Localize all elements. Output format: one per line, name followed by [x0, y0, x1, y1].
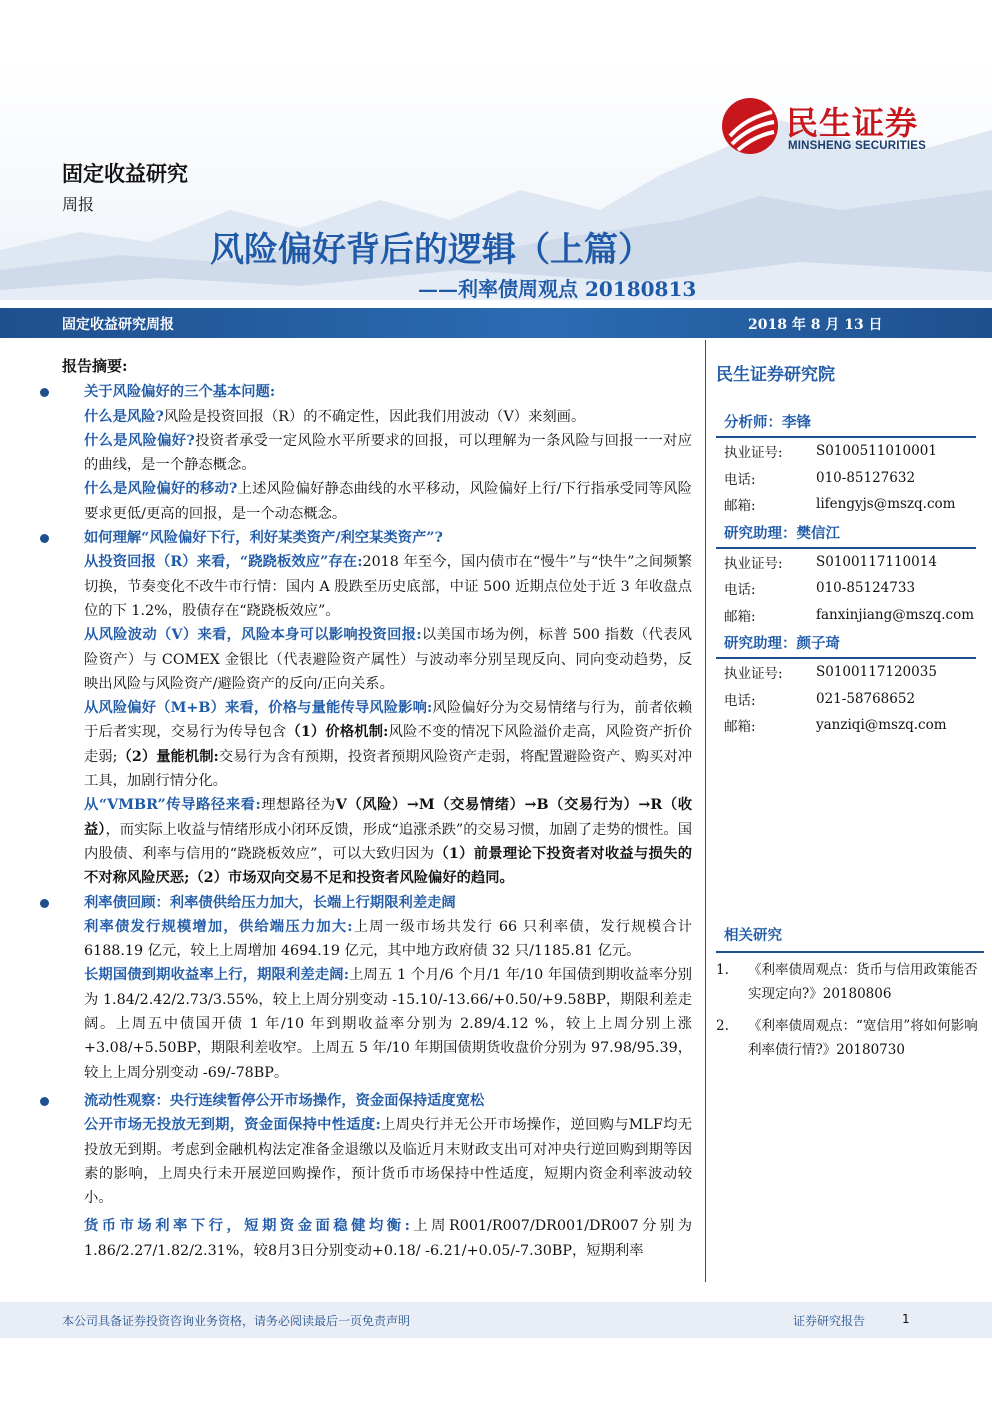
brand-name-cn: 民生证券 [786, 104, 919, 142]
paragraph [62, 1113, 692, 1210]
analyst-info-row [716, 465, 976, 492]
info-value: 010-85124733 [816, 580, 916, 597]
minsheng-logo-icon [720, 96, 780, 156]
analyst-info-row [716, 602, 976, 629]
info-value: 010-85127632 [816, 469, 916, 486]
paragraph-text: 风险偏好分为交易情绪与行为，前者依赖于后者实现，交易行为传导包含 [84, 700, 693, 741]
info-value: 021-58768652 [816, 690, 916, 707]
paragraph-lead: 长期国债到期收益率上行，期限利差走阔: [84, 967, 349, 984]
summary-heading: 报告摘要: [62, 357, 128, 375]
footer-disclaimer: 本公司具备证券投资咨询业务资格，请务必阅读最后一页免责声明 [62, 1314, 411, 1328]
related-research-item[interactable] [716, 1014, 978, 1062]
column-divider [705, 340, 706, 1282]
paragraph-lead: 什么是风险? [84, 408, 164, 425]
paragraph-lead: 货币市场利率下行，短期资金面稳健均衡: [84, 1218, 410, 1235]
paragraph-text: 上周五 1 个月/6 个月/1 年/10 年国债到期收益率分别为 1.84/2.42/2.73/3.55%，较上上周分别变动 -15.10/-13.66/+0.50/+9.58BP，期限利差走阔。上周五中债国开债 1 年/10 年到期收益率分别为 2.89/4.12 %，较上上周分别上涨+3.08/+5.50BP，期限利差收窄。上周五 5 年/10 年期国债期货收盘价分别为 97.98/95.39，较上上周分别变动 -69/-78BP。 [84, 967, 692, 1081]
paragraph-lead: 从投资回报（R）来看，“跷跷板效应”存在: [84, 554, 363, 571]
paragraph-text: 交易行为含有预期，投资者预期风险资产走弱，将配置避险资产、购买对冲工具，加剧行情分化。 [84, 748, 692, 790]
paragraph-emphasis: （1）价格机制: [286, 724, 389, 741]
paragraph [62, 550, 692, 623]
analyst-block [716, 628, 976, 739]
section-bullet [62, 526, 692, 550]
paragraph-text: 上周R001/R007/DR001/DR007分别为1.86/2.27/1.82/2.31%，较8月3日分别变动+0.18/ -6.21/+0.05/-7.30BP，短期利率 [84, 1218, 692, 1259]
paragraph-text: 投资者承受一定风险水平所要求的回报，可以理解为一条风险与回报一一对应的曲线，是一个静态概念。 [84, 432, 692, 474]
item-number: 1. [716, 962, 729, 978]
paragraph [62, 793, 692, 890]
related-research-item[interactable] [716, 958, 978, 1006]
info-label: 执业证号: [724, 555, 783, 572]
info-label: 邮箱: [724, 608, 756, 625]
paragraph [62, 429, 692, 478]
page-number: 1 [902, 1312, 910, 1326]
analyst-name: 分析师：李锋 [716, 407, 976, 438]
paragraph-text: 风险不变的情况下风险溢价走高，风险资产折价走弱; [84, 724, 692, 765]
analyst-info-row [716, 549, 976, 576]
report-title: 风险偏好背后的逻辑（上篇） [210, 230, 652, 270]
analyst-sidebar [716, 354, 976, 739]
analyst-info-row [716, 686, 976, 713]
banner-label: 固定收益研究周报 [62, 317, 174, 333]
analyst-info-row [716, 575, 976, 602]
analyst-block [716, 407, 976, 518]
paragraph-lead: 从“VMBR”传导路径来看: [84, 797, 261, 814]
analyst-block [716, 518, 976, 629]
paragraph-emphasis: （2）量能机制: [117, 748, 219, 765]
info-value: S0100117120035 [816, 664, 937, 681]
info-label: 电话: [724, 582, 756, 599]
info-label: 电话: [724, 692, 756, 709]
analyst-name: 研究助理：樊信江 [716, 518, 976, 549]
analyst-info-row [716, 659, 976, 686]
analyst-name: 研究助理：颜子琦 [716, 628, 976, 659]
paragraph-text: 上周一级市场共发行 66 只利率债，发行规模合计 6188.19 亿元，较上上周增加 4694.19 亿元，其中地方政府债 32 只/1185.81 亿元。 [84, 918, 692, 960]
paragraph [62, 623, 692, 696]
paragraph [62, 915, 692, 964]
info-value: S0100117110014 [816, 553, 937, 570]
analyst-info-row [716, 712, 976, 739]
info-label: 执业证号: [724, 666, 783, 683]
info-label: 邮箱: [724, 498, 756, 515]
bullet-text: 如何理解“风险偏好下行，利好某类资产/利空某类资产”? [84, 530, 443, 547]
section-bullet [62, 1089, 692, 1113]
paragraph [62, 1214, 692, 1263]
footer-label: 证券研究报告 [793, 1314, 866, 1328]
paragraph-lead: 什么是风险偏好的移动? [84, 481, 238, 498]
paragraph-text: 理想路径为 [260, 797, 336, 814]
paragraph-lead: 从风险偏好（M+B）来看，价格与量能传导风险影响: [84, 700, 433, 717]
paragraph-text: 2018 年至今，国内债市在“慢牛”与“快牛”之间频繁切换，节奏变化不改牛市行情：国内 A 股跌至历史底部，中证 500 近期点位处于近 3 年收盘点位的下 1.2%，股债存在“跷跷板效应”。 [84, 554, 692, 619]
section-bullet [62, 891, 692, 915]
email-link[interactable]: yanziqi@mszq.com [816, 717, 947, 734]
paragraph-text: 以美国市场为例，标普 500 指数（代表风险资产）与 COMEX 金银比（代表避险资产属性）与波动率分别呈现反向、同向变动趋势，反映出风险与风险资产/避险资产的反向/正向关系。 [84, 627, 692, 692]
item-title: 《利率债周观点：“宽信用”将如何影响利率债行情?》20180730 [748, 1018, 978, 1058]
paragraph-text: ，而实际上收益与情绪形成小闭环反馈，形成“追涨杀跌”的交易习惯，加剧了走势的惯性。国内股债、利率与信用的“跷跷板效应”，可以大致归因为 [84, 821, 692, 862]
brand-logo [720, 96, 950, 160]
item-number: 2. [716, 1018, 729, 1034]
info-value: S0100511010001 [816, 443, 937, 460]
bullet-text: 流动性观察：央行连续暂停公开市场操作，资金面保持适度宽松 [84, 1092, 485, 1109]
report-category: 固定收益研究 [62, 162, 188, 186]
info-label: 电话: [724, 471, 756, 488]
email-link[interactable]: lifengyjs@mszq.com [816, 496, 956, 513]
paragraph-emphasis: （1）前景理论下投资者对收益与损失的不对称风险厌恶;（2）市场双向交易不足和投资者风险偏好的趋同。 [84, 845, 692, 887]
paragraph [62, 477, 692, 526]
paragraph-lead: 从风险波动（V）来看，风险本身可以影响投资回报: [84, 627, 422, 644]
item-title: 《利率债周观点：货币与信用政策能否实现定向?》20180806 [748, 962, 978, 1002]
paragraph-text: 上周央行并无公开市场操作，逆回购与MLF均无投放无到期。考虑到金融机构法定准备金退缴以及临近月末财政支出可对冲央行逆回购到期等因素的影响，上周央行未开展逆回购操作，预计货币市场保持中性适度，短期内资金利率波动较小。 [84, 1117, 692, 1207]
paragraph-lead: 公开市场无投放无到期，资金面保持中性适度: [84, 1117, 381, 1134]
report-subtitle: ——利率债周观点 20180813 [418, 277, 697, 301]
brand-name-en: MINSHENG SECURITIES [788, 140, 926, 152]
analyst-info-row [716, 491, 976, 518]
email-link[interactable]: fanxinjiang@mszq.com [816, 606, 975, 623]
summary-column [62, 354, 692, 1263]
section-bullet [62, 380, 692, 404]
paragraph-emphasis: V（风险）→M（交易情绪）→B（交易行为）→R（收益） [84, 797, 693, 838]
paragraph-lead: 利率债发行规模增加，供给端压力加大: [84, 918, 353, 935]
paragraph-lead: 什么是风险偏好? [84, 432, 195, 449]
report-type: 周报 [62, 195, 95, 214]
related-research-heading: 相关研究 [716, 918, 984, 953]
paragraph [62, 405, 692, 429]
paragraph-text: 风险是投资回报（R）的不确定性，因此我们用波动（V）来刻画。 [163, 408, 586, 425]
paragraph [62, 696, 692, 793]
paragraph [62, 963, 692, 1084]
info-label: 执业证号: [724, 445, 783, 462]
info-label: 邮箱: [724, 719, 756, 736]
paragraph-text: 上述风险偏好静态曲线的水平移动，风险偏好上行/下行指承受同等风险要求更低/更高的回报，是一个动态概念。 [84, 481, 692, 522]
institute-name: 民生证券研究院 [716, 365, 835, 385]
related-research-list [716, 958, 978, 1070]
report-date: 2018 年 8 月 13 日 [748, 317, 883, 333]
analyst-info-row [716, 438, 976, 465]
bullet-text: 利率债回顾：利率债供给压力加大，长端上行期限利差走阔 [84, 894, 456, 911]
bullet-text: 关于风险偏好的三个基本问题: [84, 384, 276, 401]
